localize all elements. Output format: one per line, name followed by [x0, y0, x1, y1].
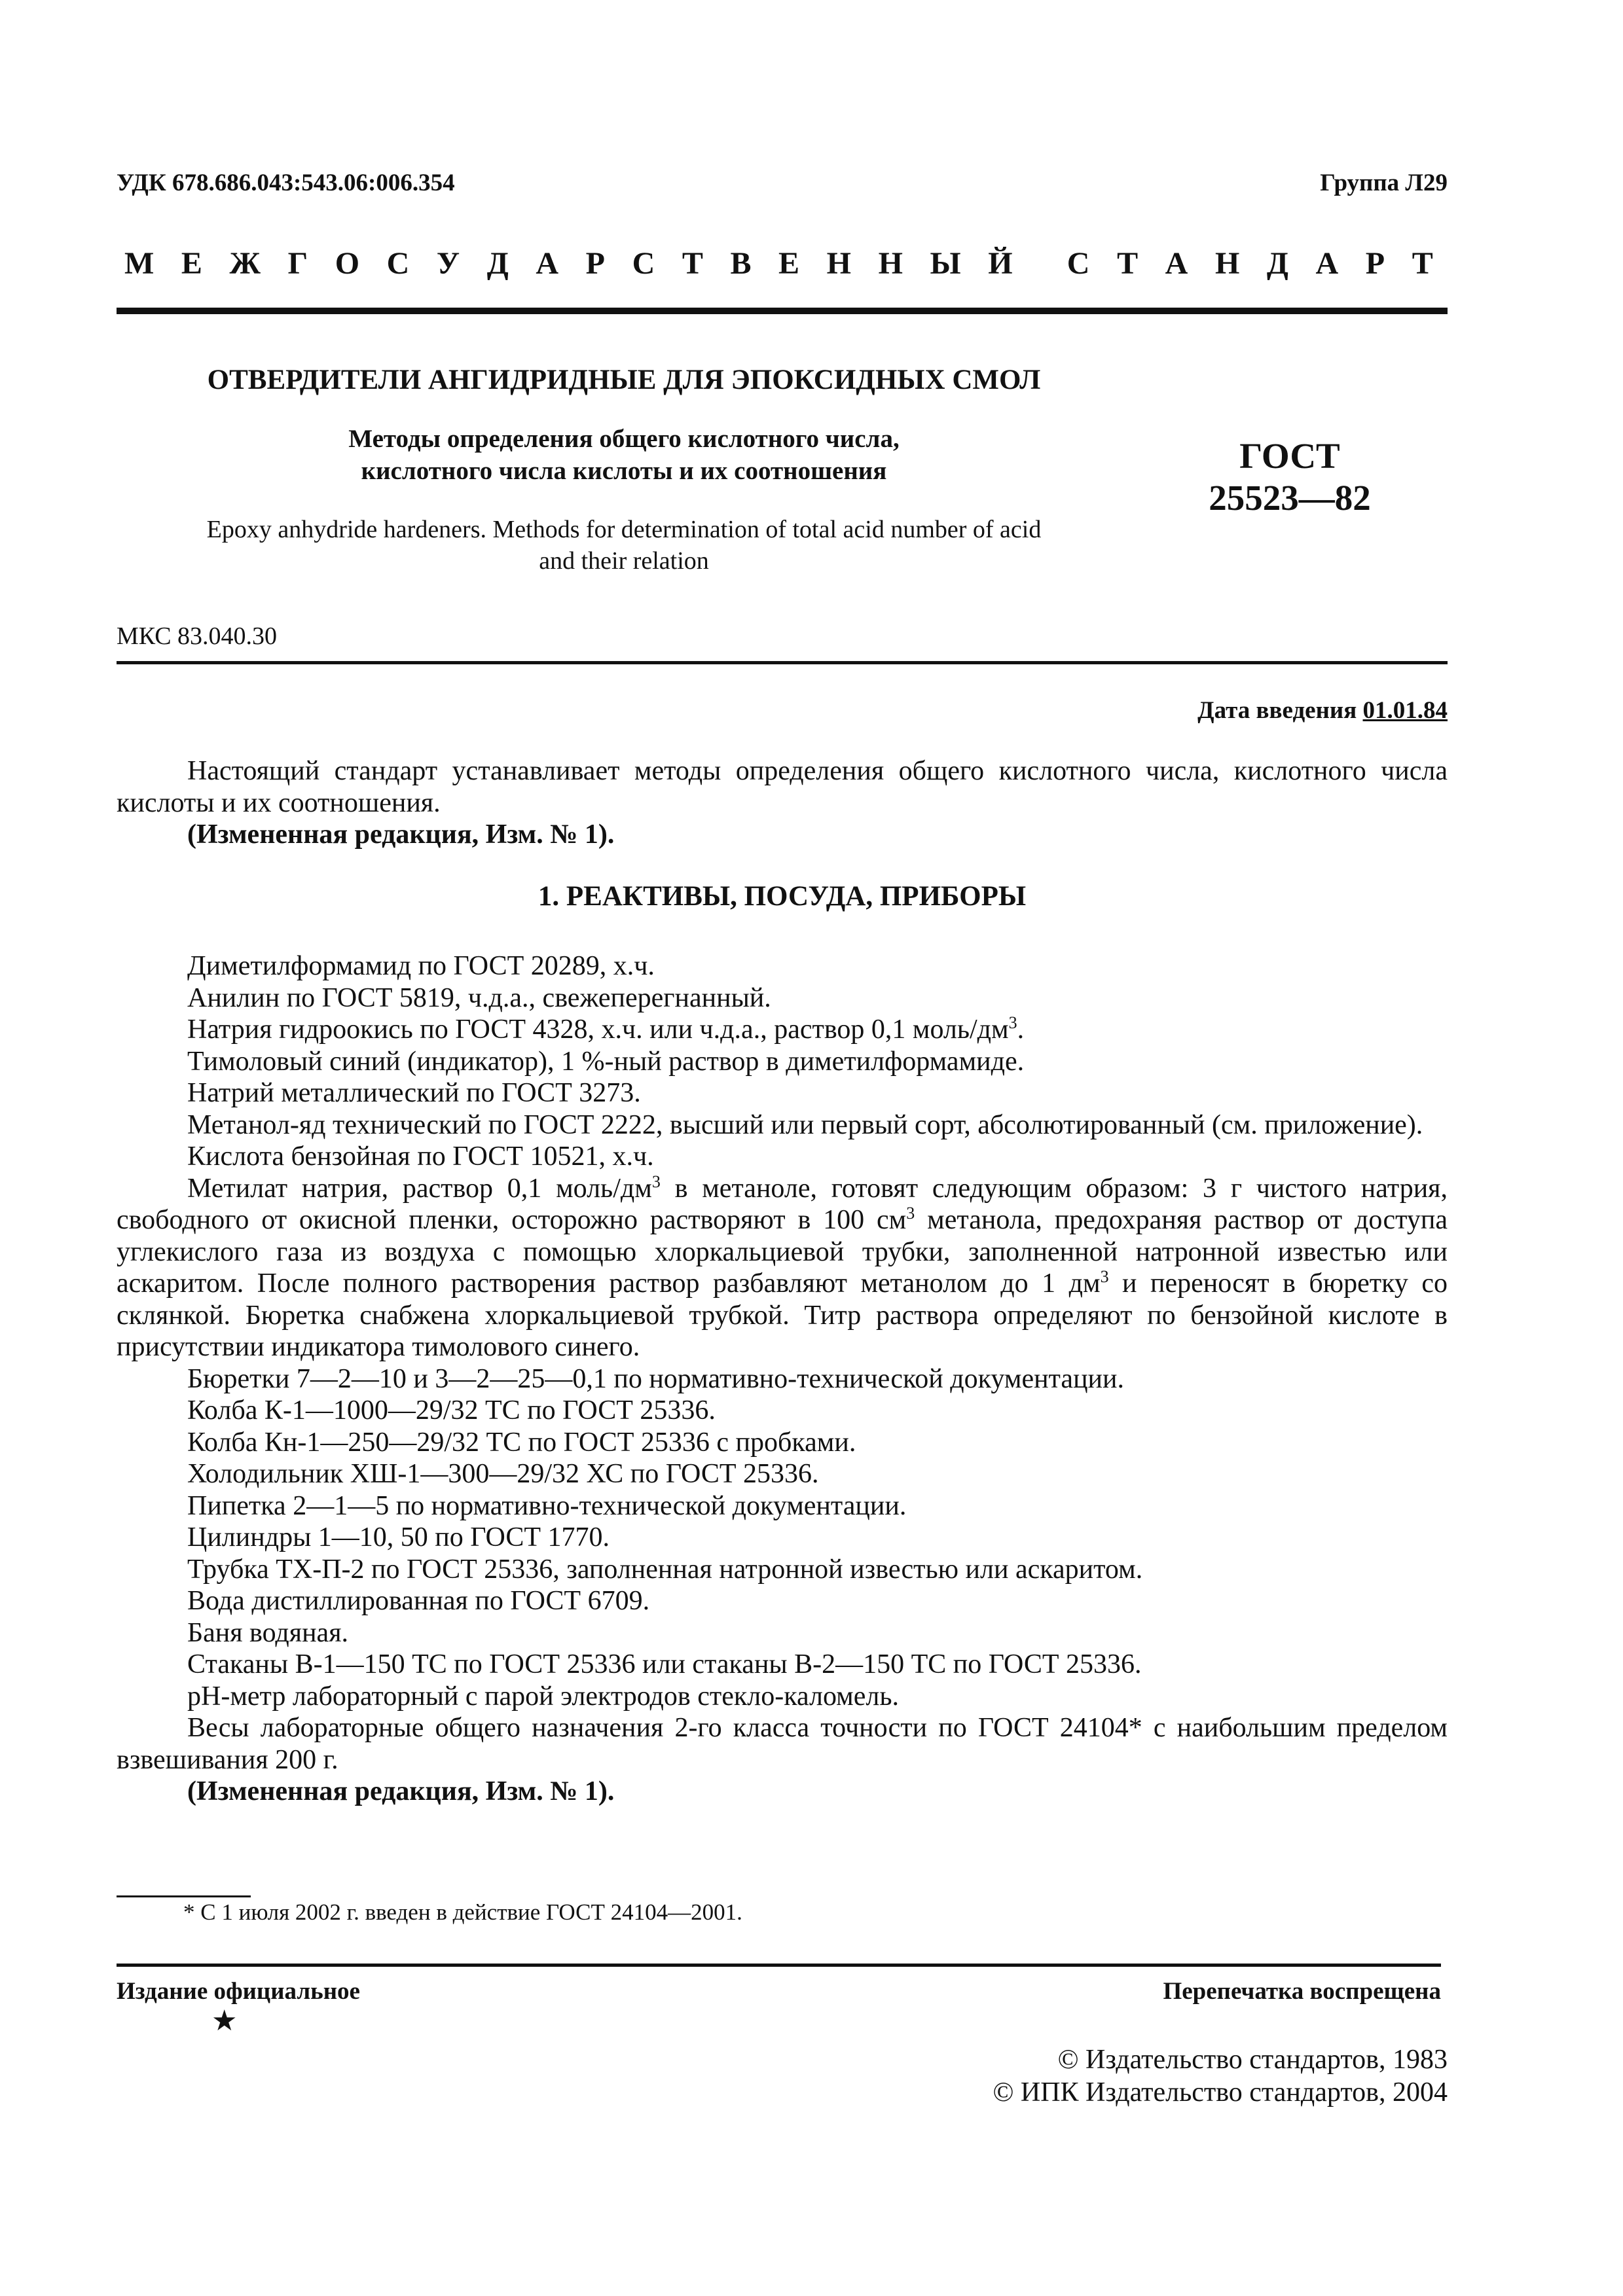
document-title: ОТВЕРДИТЕЛИ АНГИДРИДНЫЕ ДЛЯ ЭПОКСИДНЫХ СМОЛ — [207, 365, 1041, 395]
intro-paragraph: Настоящий стандарт устанавливает методы определения общего кислотного числа, кислотного числа кислоты и их соотношения. — [117, 756, 1448, 818]
superscript: 3 — [1100, 1267, 1109, 1286]
list-item: Натрий металлический по ГОСТ 3273. — [187, 1078, 641, 1108]
footnote: * С 1 июля 2002 г. введен в действие ГОСТ 24104—2001. — [183, 1899, 742, 1925]
amendment-note: (Измененная редакция, Изм. № 1). — [187, 819, 615, 850]
heading-letter: Д — [1266, 246, 1288, 281]
heading-letter: А — [1315, 246, 1339, 281]
heading-letter: О — [335, 246, 360, 281]
interstate-standard-heading — [124, 245, 1433, 281]
subtitle-line: кислотного числа кислоты и их соотношения — [361, 457, 887, 485]
text-run: метанола, предохраняя раствор от доступа углекислого газа из воздуха с помощью хлоркальциевой трубки, заполненной натронной известью или аскаритом. После полного растворения раствор разбавляют метанолом до 1 дм — [117, 1205, 1448, 1299]
text-run: Метилат натрия, раствор 0,1 моль/дм — [187, 1173, 652, 1204]
list-item: Весы лабораторные общего назначения 2-го класса точности по ГОСТ 24104* с наибольшим пределом взвешивания 200 г. — [117, 1713, 1448, 1775]
top-rule — [117, 308, 1448, 314]
english-title-line: Epoxy anhydride hardeners. Methods for determination of total acid number of acid — [206, 516, 1042, 543]
heading-letter: Т — [1412, 246, 1433, 281]
list-item: Анилин по ГОСТ 5819, ч.д.а., свежеперегнанный. — [187, 982, 771, 1013]
heading-letter: Т — [1117, 246, 1139, 281]
list-item: Пипетка 2—1—5 по нормативно-технической документации. — [187, 1490, 907, 1521]
subtitle-line: Методы определения общего кислотного числа, — [348, 425, 900, 453]
list-item: Колба К-1—1000—29/32 ТС по ГОСТ 25336. — [187, 1395, 716, 1426]
intro-section — [117, 755, 1448, 851]
list-item: Цилиндры 1—10, 50 по ГОСТ 1770. — [187, 1522, 610, 1552]
heading-letter: Е — [778, 246, 800, 281]
list-item: Диметилформамид по ГОСТ 20289, х.ч. — [187, 951, 655, 981]
introduction-date — [1197, 696, 1448, 725]
document-subtitle — [117, 423, 1131, 487]
heading-letter: М — [124, 246, 155, 281]
bottom-rule — [117, 1964, 1441, 1967]
heading-letter: Т — [682, 246, 703, 281]
mks-code: МКС 83.040.30 — [117, 622, 278, 650]
date-value: 01.01.84 — [1362, 697, 1448, 724]
udk-code: УДК 678.686.043:543.06:006.354 — [117, 170, 455, 196]
list-item: Бюретки 7—2—10 и 3—2—25—0,1 по нормативно-технической документации. — [187, 1363, 1124, 1394]
section-heading: 1. РЕАКТИВЫ, ПОСУДА, ПРИБОРЫ — [538, 881, 1027, 912]
middle-rule — [117, 661, 1448, 664]
heading-letter: Н — [1214, 246, 1240, 281]
star-icon: ★ — [211, 2005, 238, 2037]
heading-letter: А — [1165, 246, 1188, 281]
group-code: Группа Л29 — [1320, 170, 1448, 196]
superscript: 3 — [1008, 1013, 1017, 1032]
english-title — [117, 514, 1131, 577]
text-run: в метаноле, готовят следующим образом: 3 г чистого натрия, свободного от окисной пленки, осторожно растворяют в 100 см — [117, 1173, 1448, 1235]
list-item-text: Натрия гидроокись по ГОСТ 4328, х.ч. или ч.д.а., раствор 0,1 моль/дм — [187, 1014, 1009, 1045]
reagents-list — [117, 950, 1448, 1808]
heading-letter: Й — [988, 246, 1013, 281]
list-item: Стаканы В-1—150 ТС по ГОСТ 25336 или стаканы В-2—150 ТС по ГОСТ 25336. — [187, 1649, 1142, 1679]
gost-code: 25523—82 — [1209, 478, 1371, 518]
heading-letter: С — [386, 246, 410, 281]
heading-letter: Н — [826, 246, 851, 281]
list-item: Трубка ТХ-П-2 по ГОСТ 25336, заполненная натронной известью или аскаритом. — [187, 1554, 1143, 1585]
amendment-note: (Измененная редакция, Изм. № 1). — [187, 1776, 615, 1806]
heading-letter: В — [730, 246, 752, 281]
list-item: Баня водяная. — [187, 1617, 349, 1648]
list-item: Тимоловый синий (индикатор), 1 %-ный раствор в диметилформамиде. — [187, 1046, 1025, 1077]
heading-letter: Д — [486, 246, 509, 281]
superscript: 3 — [906, 1204, 915, 1223]
english-title-line: and their relation — [539, 547, 709, 575]
list-item: рН-метр лабораторный с парой электродов стекло-каломель. — [187, 1681, 899, 1712]
list-item: Вода дистиллированная по ГОСТ 6709. — [187, 1586, 650, 1616]
sodium-methylate-paragraph — [117, 1173, 1448, 1363]
list-item: Кислота бензойная по ГОСТ 10521, х.ч. — [187, 1141, 654, 1172]
copyright-line: © ИПК Издательство стандартов, 2004 — [993, 2077, 1448, 2108]
heading-letter: С — [632, 246, 655, 281]
footnote-rule — [117, 1895, 251, 1897]
heading-letter: Р — [585, 246, 605, 281]
heading-letter: С — [1067, 246, 1090, 281]
official-edition: Издание официальное — [117, 1978, 360, 2005]
date-label: Дата введения — [1197, 697, 1363, 724]
list-item-text: . — [1017, 1014, 1025, 1045]
heading-letter: А — [536, 246, 559, 281]
heading-letter: Е — [181, 246, 202, 281]
heading-letter: Г — [287, 246, 308, 281]
gost-label: ГОСТ — [1239, 436, 1340, 476]
heading-letter: Р — [1365, 246, 1385, 281]
text-run: и переносят в бюретку со склянкой. Бюретка снабжена хлоркальциевой трубкой. Титр раствора определяют по бензойной кислоте в присутствии индикатора тимолового синего. — [117, 1268, 1448, 1362]
heading-letter: Н — [878, 246, 903, 281]
gost-number — [1133, 435, 1447, 519]
list-item: Колба Кн-1—250—29/32 ТС по ГОСТ 25336 с пробками. — [187, 1427, 856, 1458]
copyright-line: © Издательство стандартов, 1983 — [1057, 2045, 1448, 2075]
heading-letter: Ы — [930, 246, 961, 281]
list-item: Метанол-яд технический по ГОСТ 2222, высший или первый сорт, абсолютированный (см. приложение). — [187, 1109, 1423, 1140]
copyright-block — [993, 2043, 1448, 2109]
list-item — [117, 1014, 1448, 1046]
heading-letter: Ж — [229, 246, 261, 281]
list-item: Холодильник ХШ-1—300—29/32 ХС по ГОСТ 25336. — [187, 1459, 819, 1489]
superscript: 3 — [651, 1172, 661, 1191]
reprint-prohibited: Перепечатка воспрещена — [1163, 1978, 1441, 2005]
heading-letter: У — [436, 246, 460, 281]
